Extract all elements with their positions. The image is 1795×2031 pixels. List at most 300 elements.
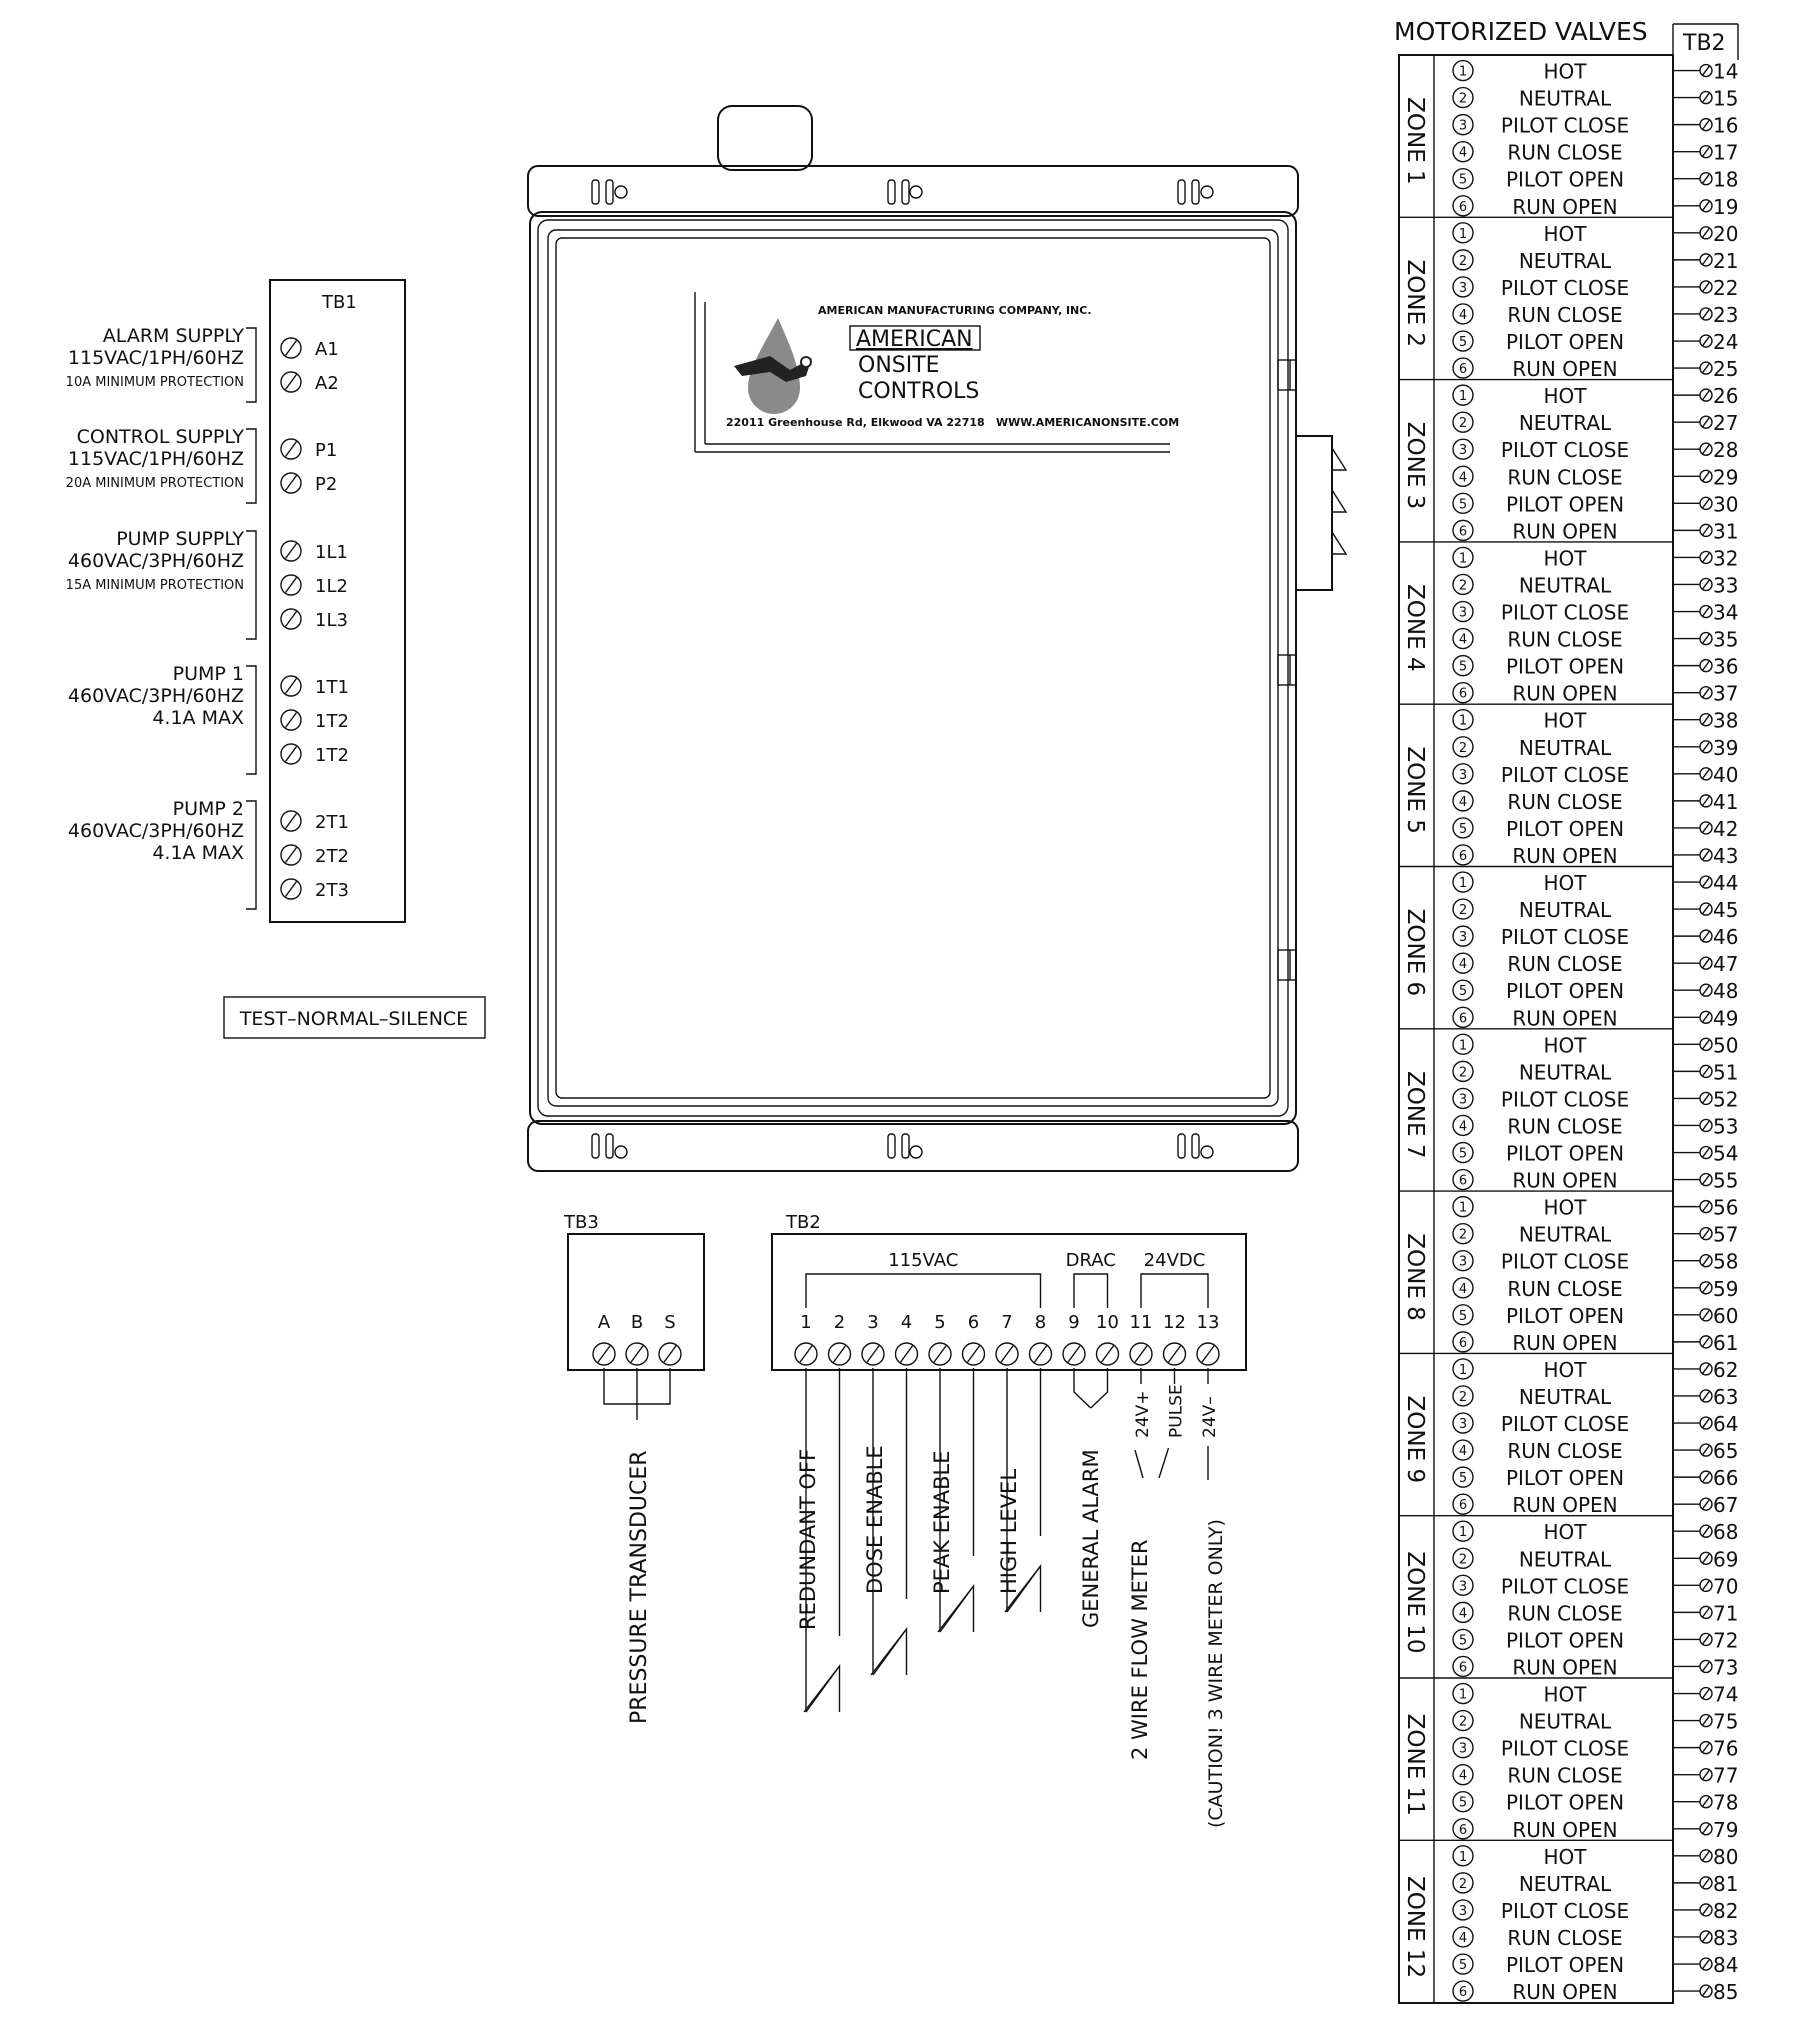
tb1-supply-label: 10A MINIMUM PROTECTION <box>65 375 244 390</box>
terminal-screw-icon <box>1700 1660 1712 1672</box>
terminal-number: 82 <box>1713 1898 1739 1923</box>
terminal-number: 45 <box>1713 898 1739 923</box>
valve-zone <box>1402 60 1738 219</box>
wire-label: HOT <box>1543 1033 1587 1058</box>
terminal-screw-icon <box>1700 1011 1712 1023</box>
eagle-emblem <box>734 318 812 414</box>
terminal-screw-icon <box>1700 1715 1712 1727</box>
tb2-group-label: 24VDC <box>1143 1250 1206 1271</box>
terminal-screw-icon <box>1700 903 1712 915</box>
terminal-number: 28 <box>1713 438 1739 463</box>
tb1-supply-label: 20A MINIMUM PROTECTION <box>65 476 244 491</box>
tb1-group <box>66 325 339 402</box>
input-label: PEAK ENABLE <box>929 1450 954 1594</box>
input-contact <box>997 1368 1041 1612</box>
wire-label: NEUTRAL <box>1518 1709 1612 1734</box>
flow-meter-note: (CAUTION! 3 WIRE METER ONLY) <box>1205 1519 1227 1828</box>
terminal-number: 23 <box>1713 302 1739 327</box>
terminal-number: 30 <box>1713 492 1739 517</box>
terminal-screw-icon <box>1700 524 1712 536</box>
terminal-number: 44 <box>1713 871 1739 896</box>
terminal-screw-icon <box>1700 1417 1712 1429</box>
door-hinges <box>1278 360 1296 980</box>
wire-number: 1 <box>1458 713 1468 729</box>
zone-label: ZONE 10 <box>1402 1551 1428 1654</box>
wire-number: 4 <box>1458 470 1468 486</box>
wire-number: 4 <box>1458 307 1468 323</box>
valve-zones <box>1399 60 1738 2005</box>
terminal-number: 21 <box>1713 248 1739 273</box>
wire-label: HOT <box>1543 546 1587 571</box>
tb1-supply-label: 4.1A MAX <box>152 842 244 864</box>
terminal-number: 64 <box>1713 1412 1739 1437</box>
terminal-screw-icon <box>1700 1228 1712 1240</box>
wire-number: 5 <box>1458 659 1468 675</box>
terminal-number: 70 <box>1713 1574 1739 1599</box>
tb1-terminal-label: 1L2 <box>315 576 348 597</box>
terminal-screw-icon <box>1700 1525 1712 1537</box>
tb2-terminal-number: 8 <box>1034 1312 1047 1333</box>
terminal-number: 49 <box>1713 1006 1739 1031</box>
tb2-terminal-number: 6 <box>967 1312 980 1333</box>
company-name: AMERICAN MANUFACTURING COMPANY, INC. <box>818 304 1092 317</box>
wire-number: 1 <box>1458 876 1468 892</box>
terminal-screw-icon <box>1700 1336 1712 1348</box>
terminal-number: 72 <box>1713 1628 1739 1653</box>
valve-zone <box>1399 1678 1738 1842</box>
terminal-screw-icon <box>281 845 301 865</box>
terminal-screw-icon <box>281 710 301 730</box>
terminal-number: 73 <box>1713 1655 1739 1680</box>
wire-label: PILOT CLOSE <box>1500 275 1630 300</box>
tb3-terminal-block <box>563 1212 704 1724</box>
wire-label: RUN OPEN <box>1512 357 1618 382</box>
tb2-terminals <box>795 1312 1219 1365</box>
flow-tap-label: 24V– <box>1200 1396 1220 1438</box>
tb1-terminal-label: 2T2 <box>315 846 349 867</box>
terminal-screw-icon <box>1700 606 1712 618</box>
terminal-screw-icon <box>1700 1471 1712 1483</box>
wire-number: 2 <box>1458 1227 1468 1243</box>
wire-number: 1 <box>1458 551 1468 567</box>
input-label: GENERAL ALARM <box>1078 1449 1103 1628</box>
wire-label: HOT <box>1543 1682 1587 1707</box>
wire-label: RUN CLOSE <box>1507 952 1623 977</box>
wire-number: 6 <box>1458 1011 1468 1027</box>
valve-zone <box>1399 1029 1738 1193</box>
tb2-input-wiring <box>796 1368 1227 1828</box>
terminal-screw-icon <box>1700 822 1712 834</box>
wire-number: 2 <box>1458 1065 1468 1081</box>
wire-label: RUN CLOSE <box>1507 789 1623 814</box>
terminal-screw-icon <box>1700 633 1712 645</box>
tb2-terminal-number: 12 <box>1163 1312 1186 1333</box>
tb2-voltage-groups <box>806 1250 1208 1308</box>
wire-number: 4 <box>1458 1768 1468 1784</box>
wire-label: PILOT OPEN <box>1505 1628 1625 1653</box>
terminal-number: 26 <box>1713 384 1739 409</box>
wire-label: NEUTRAL <box>1518 1547 1612 1572</box>
tb1-supply-label: CONTROL SUPPLY <box>76 426 244 448</box>
terminal-number: 75 <box>1713 1709 1739 1734</box>
terminal-number: 35 <box>1713 627 1739 652</box>
terminal-screw-icon <box>1700 416 1712 428</box>
wire-label: RUN OPEN <box>1512 1980 1618 2005</box>
wire-number: 6 <box>1458 199 1468 215</box>
group-bracket <box>806 1274 1041 1308</box>
wire-number: 4 <box>1458 1281 1468 1297</box>
tb1-group <box>68 663 349 774</box>
wire-number: 1 <box>1458 226 1468 242</box>
wire-number: 2 <box>1458 253 1468 269</box>
wire-label: PILOT OPEN <box>1505 1303 1625 1328</box>
terminal-screw-icon <box>1700 849 1712 861</box>
wire-label: PILOT CLOSE <box>1500 113 1630 138</box>
wire-number: 6 <box>1458 524 1468 540</box>
terminal-screw-icon <box>1700 687 1712 699</box>
wire-label: PILOT OPEN <box>1505 492 1625 517</box>
wire-number: 3 <box>1458 118 1468 134</box>
terminal-number: 47 <box>1713 952 1739 977</box>
terminal-screw-icon <box>1700 1119 1712 1131</box>
wire-number: 5 <box>1458 1633 1468 1649</box>
wire-label: PILOT CLOSE <box>1500 1249 1630 1274</box>
tb1-terminal-block <box>66 280 405 922</box>
terminal-screw-icon <box>1700 65 1712 77</box>
terminal-screw-icon <box>626 1343 648 1365</box>
tb1-terminal-label: 1T2 <box>315 745 349 766</box>
terminal-screw-icon <box>1700 119 1712 131</box>
terminal-screw-icon <box>1700 1552 1712 1564</box>
terminal-screw-icon <box>1700 1282 1712 1294</box>
wire-number: 3 <box>1458 1254 1468 1270</box>
tb1-supply-label: 15A MINIMUM PROTECTION <box>65 578 244 593</box>
wire-number: 3 <box>1458 443 1468 459</box>
terminal-number: 32 <box>1713 546 1739 571</box>
zone-label: ZONE 4 <box>1402 584 1428 672</box>
wire-label: PILOT CLOSE <box>1500 1736 1630 1761</box>
wire-number: 3 <box>1458 1417 1468 1433</box>
valves-title: MOTORIZED VALVES <box>1394 17 1648 46</box>
terminal-number: 71 <box>1713 1601 1739 1626</box>
terminal-screw-icon <box>1700 173 1712 185</box>
wire-number: 4 <box>1458 1606 1468 1622</box>
terminal-number: 19 <box>1713 194 1739 219</box>
wire-number: 6 <box>1458 1660 1468 1676</box>
wire-label: NEUTRAL <box>1518 1060 1612 1085</box>
terminal-screw-icon <box>1700 551 1712 563</box>
valve-zone <box>1399 217 1738 381</box>
wire-number: 6 <box>1458 686 1468 702</box>
group-bracket <box>1141 1274 1208 1308</box>
wire-label: PILOT OPEN <box>1505 1466 1625 1491</box>
wire-number: 3 <box>1458 1092 1468 1108</box>
terminal-screw-icon <box>593 1343 615 1365</box>
wire-number: 6 <box>1458 362 1468 378</box>
wire-label: PILOT CLOSE <box>1500 1412 1630 1437</box>
terminal-number: 39 <box>1713 735 1739 760</box>
terminal-number: 61 <box>1713 1330 1739 1355</box>
tb1-groups <box>66 325 349 909</box>
wire-label: HOT <box>1543 1844 1587 1869</box>
tb1-terminal-label: 2T1 <box>315 812 349 833</box>
wire-label: HOT <box>1543 1520 1587 1545</box>
wire-number: 2 <box>1458 1389 1468 1405</box>
terminal-screw-icon <box>1700 1201 1712 1213</box>
zone-label: ZONE 8 <box>1402 1233 1428 1321</box>
tb1-terminal-label: P1 <box>315 440 338 461</box>
switch-label: TEST–NORMAL–SILENCE <box>239 1008 469 1030</box>
zone-label: ZONE 11 <box>1402 1713 1428 1816</box>
terminal-screw-icon <box>281 338 301 358</box>
terminal-screw-icon <box>1700 1147 1712 1159</box>
terminal-number: 60 <box>1713 1303 1739 1328</box>
wire-number: 3 <box>1458 767 1468 783</box>
terminal-number: 65 <box>1713 1439 1739 1464</box>
terminal-screw-icon <box>281 439 301 459</box>
tb1-supply-label: PUMP 2 <box>172 798 244 820</box>
terminal-screw-icon <box>1700 443 1712 455</box>
terminal-screw-icon <box>1700 1038 1712 1050</box>
manufacturer-logo <box>695 292 1179 452</box>
wire-number: 6 <box>1458 1822 1468 1838</box>
wire-number: 5 <box>1458 172 1468 188</box>
tb3-terminal-label: S <box>664 1312 676 1333</box>
terminal-screw-icon <box>1700 795 1712 807</box>
terminal-screw-icon <box>1700 92 1712 104</box>
terminal-screw-icon <box>1700 1255 1712 1267</box>
terminal-screw-icon <box>1700 254 1712 266</box>
wire-number: 2 <box>1458 1876 1468 1892</box>
wire-number: 2 <box>1458 740 1468 756</box>
terminal-screw-icon <box>1700 146 1712 158</box>
terminal-number: 83 <box>1713 1925 1739 1950</box>
zone-label: ZONE 12 <box>1402 1875 1428 1979</box>
terminal-number: 68 <box>1713 1520 1739 1545</box>
wire-label: RUN OPEN <box>1512 1817 1618 1842</box>
tb1-terminal-label: 1T2 <box>315 711 349 732</box>
terminal-screw-icon <box>1700 389 1712 401</box>
control-panel-enclosure <box>528 106 1346 1171</box>
wire-label: PILOT OPEN <box>1505 1953 1625 1978</box>
terminal-screw-icon <box>1700 200 1712 212</box>
wire-label: PILOT OPEN <box>1505 1790 1625 1815</box>
terminal-screw-icon <box>659 1343 681 1365</box>
tb2-terminal-number: 3 <box>867 1312 879 1333</box>
tb2-terminal-number: 1 <box>800 1312 812 1333</box>
wire-number: 2 <box>1458 91 1468 107</box>
terminal-number: 41 <box>1713 789 1739 814</box>
wire-label: RUN OPEN <box>1512 843 1618 868</box>
flow-meter-label: 2 WIRE FLOW METER <box>1128 1539 1152 1760</box>
wire-number: 3 <box>1458 1741 1468 1757</box>
flow-meter-wiring <box>1128 1368 1227 1828</box>
terminal-screw-icon <box>1700 1769 1712 1781</box>
terminal-number: 40 <box>1713 762 1739 787</box>
terminal-number: 58 <box>1713 1249 1739 1274</box>
wire-label: RUN OPEN <box>1512 681 1618 706</box>
wire-number: 1 <box>1458 389 1468 405</box>
terminal-screw-icon <box>1700 1958 1712 1970</box>
terminal-number: 20 <box>1713 221 1739 246</box>
tb1-supply-label: 115VAC/1PH/60HZ <box>67 448 244 470</box>
tb3-title: TB3 <box>564 1212 599 1233</box>
terminal-screw-icon <box>281 811 301 831</box>
wire-label: HOT <box>1543 708 1587 733</box>
wire-label: RUN OPEN <box>1512 1330 1618 1355</box>
tb1-terminal-label: P2 <box>315 474 338 495</box>
wire-number: 4 <box>1458 794 1468 810</box>
wire-label: PILOT CLOSE <box>1500 1087 1630 1112</box>
terminal-screw-icon <box>1700 1904 1712 1916</box>
zone-label: ZONE 5 <box>1402 746 1428 834</box>
terminal-number: 27 <box>1713 411 1739 436</box>
wire-number: 1 <box>1458 1200 1468 1216</box>
terminal-number: 37 <box>1713 681 1739 706</box>
brand-line-1: AMERICAN <box>856 327 973 352</box>
wire-label: RUN OPEN <box>1512 1493 1618 1518</box>
wire-label: RUN OPEN <box>1512 1006 1618 1031</box>
terminal-number: 85 <box>1713 1980 1739 2005</box>
wire-label: RUN CLOSE <box>1507 1601 1623 1626</box>
motorized-valves-table <box>1394 17 1738 2004</box>
tb1-terminal-label: 1L3 <box>315 610 348 631</box>
tb2-terminal-number: 4 <box>900 1312 913 1333</box>
terminal-screw-icon <box>281 575 301 595</box>
terminal-number: 81 <box>1713 1871 1739 1896</box>
zone-label: ZONE 6 <box>1402 908 1428 997</box>
wire-number: 5 <box>1458 1471 1468 1487</box>
terminal-number: 34 <box>1713 600 1739 625</box>
tb1-supply-label: PUMP SUPPLY <box>116 528 244 550</box>
wire-label: RUN OPEN <box>1512 194 1618 219</box>
wire-label: RUN CLOSE <box>1507 465 1623 490</box>
wire-label: RUN CLOSE <box>1507 302 1623 327</box>
tb3-terminals <box>593 1312 681 1365</box>
valve-zone <box>1399 1516 1738 1680</box>
zone-label: ZONE 9 <box>1402 1395 1428 1484</box>
general-alarm-output <box>1074 1368 1108 1628</box>
valve-zone <box>1399 867 1738 1031</box>
wire-number: 2 <box>1458 1552 1468 1568</box>
terminal-screw-icon <box>1700 1796 1712 1808</box>
wire-label: PILOT OPEN <box>1505 1141 1625 1166</box>
wire-label: NEUTRAL <box>1518 86 1612 111</box>
tb2-terminal-number: 5 <box>934 1312 946 1333</box>
tb1-terminal-label: 1L1 <box>315 542 348 563</box>
tb1-terminal-label: A2 <box>315 373 339 394</box>
tb2-group-label: 115VAC <box>888 1250 959 1271</box>
terminal-screw-icon <box>1700 1363 1712 1375</box>
terminal-number: 43 <box>1713 843 1739 868</box>
terminal-screw-icon <box>1063 1343 1085 1365</box>
wire-number: 1 <box>1458 1687 1468 1703</box>
wire-number: 6 <box>1458 1498 1468 1514</box>
wire-label: HOT <box>1543 1357 1587 1382</box>
terminal-number: 62 <box>1713 1357 1739 1382</box>
wire-label: NEUTRAL <box>1518 1384 1612 1409</box>
terminal-screw-icon <box>1700 1931 1712 1943</box>
terminal-number: 42 <box>1713 816 1739 841</box>
tb2-terminal-number: 13 <box>1196 1312 1220 1333</box>
wire-number: 5 <box>1458 497 1468 513</box>
terminal-screw-icon <box>281 609 301 629</box>
tb1-terminal-label: 1T1 <box>315 677 349 698</box>
terminal-screw-icon <box>1700 308 1712 320</box>
pressure-transducer-label: PRESSURE TRANSDUCER <box>627 1450 652 1724</box>
wire-label: PILOT OPEN <box>1505 816 1625 841</box>
wire-label: PILOT OPEN <box>1505 330 1625 355</box>
brand-line-3: CONTROLS <box>858 379 980 404</box>
terminal-screw-icon <box>1700 470 1712 482</box>
terminal-screw-icon <box>281 676 301 696</box>
terminal-screw-icon <box>1700 741 1712 753</box>
terminal-screw-icon <box>1700 984 1712 996</box>
terminal-screw-icon <box>963 1343 985 1365</box>
terminal-number: 54 <box>1713 1141 1739 1166</box>
wire-label: PILOT OPEN <box>1505 654 1625 679</box>
wire-label: PILOT OPEN <box>1505 167 1625 192</box>
valve-zone <box>1399 380 1738 544</box>
terminal-number: 79 <box>1713 1817 1739 1842</box>
terminal-number: 76 <box>1713 1736 1739 1761</box>
valve-zone <box>1399 704 1738 868</box>
wire-label: HOT <box>1543 221 1587 246</box>
terminal-screw-icon <box>1700 578 1712 590</box>
wire-number: 4 <box>1458 1930 1468 1946</box>
side-latch <box>1296 436 1346 590</box>
valve-zone <box>1399 1191 1738 1355</box>
terminal-screw-icon <box>1700 1309 1712 1321</box>
terminal-screw-icon <box>1700 1606 1712 1618</box>
terminal-screw-icon <box>1700 660 1712 672</box>
wire-label: NEUTRAL <box>1518 1222 1612 1247</box>
terminal-number: 69 <box>1713 1547 1739 1572</box>
terminal-screw-icon <box>1700 1579 1712 1591</box>
tb1-terminal-label: 2T3 <box>315 880 349 901</box>
terminal-screw-icon <box>281 744 301 764</box>
terminal-number: 59 <box>1713 1276 1739 1301</box>
terminal-number: 31 <box>1713 519 1739 544</box>
wire-label: NEUTRAL <box>1518 248 1612 273</box>
terminal-screw-icon <box>1700 930 1712 942</box>
terminal-screw-icon <box>1700 1092 1712 1104</box>
wire-number: 2 <box>1458 903 1468 919</box>
input-contact <box>796 1368 840 1712</box>
terminal-number: 57 <box>1713 1222 1739 1247</box>
company-address: 22011 Greenhouse Rd, Elkwood VA 22718 <box>726 416 985 429</box>
wire-number: 1 <box>1458 1525 1468 1541</box>
terminal-screw-icon <box>1130 1343 1152 1365</box>
input-contact <box>863 1368 907 1675</box>
terminal-screw-icon <box>1700 1850 1712 1862</box>
wire-number: 2 <box>1458 578 1468 594</box>
wire-label: PILOT CLOSE <box>1500 438 1630 463</box>
tb1-supply-label: PUMP 1 <box>172 663 244 685</box>
valves-tb-label: TB2 <box>1683 31 1726 56</box>
tb1-supply-label: ALARM SUPPLY <box>102 325 244 347</box>
terminal-number: 74 <box>1713 1682 1739 1707</box>
terminal-screw-icon <box>1700 714 1712 726</box>
wire-label: NEUTRAL <box>1518 735 1612 760</box>
terminal-number: 38 <box>1713 708 1739 733</box>
input-contact <box>930 1368 974 1632</box>
terminal-screw-icon <box>1700 1174 1712 1186</box>
valve-zone <box>1399 1353 1738 1517</box>
wire-number: 1 <box>1458 64 1468 80</box>
wire-label: NEUTRAL <box>1518 1871 1612 1896</box>
terminal-screw-icon <box>1700 1065 1712 1077</box>
